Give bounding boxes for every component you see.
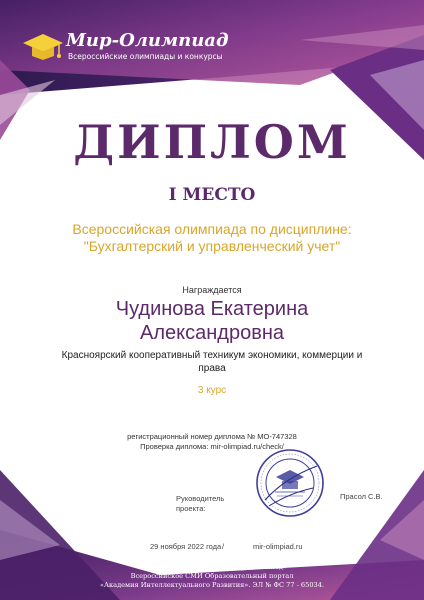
footer-line-1: "Организатор конкурсов «Мир Олимпиад» (137, 563, 287, 571)
recipient-name (20, 297, 404, 345)
place-heading: I МЕСТО (168, 185, 256, 205)
logo-title: Мир-Олимпиад (66, 30, 229, 51)
footer-line-2: Всероссийское СМИ Образовательный портал (130, 572, 294, 580)
project-leader-name: Прасол С.В. (340, 492, 383, 501)
logo-subtitle: Всероссийские олимпиады и конкурсы (68, 52, 223, 61)
project-leader-label: Руководитель проекта: (176, 494, 225, 513)
organization: Красноярский кооперативный техникум экономики, коммерции и права (61, 350, 363, 374)
registration-info (0, 432, 424, 452)
footer-line-3: «Академия Интеллектуального Развития». ЭЛ № ФС 77 - 65034. (99, 581, 324, 589)
awarded-label: Награждается (182, 285, 242, 295)
site-link[interactable]: mir-olimpiad.ru (253, 542, 303, 551)
recipient-name-line-1: Чудинова Екатерина (115, 298, 309, 320)
course: 3 курс (197, 385, 227, 396)
issue-date: 29 ноября 2022 года (150, 542, 222, 551)
footer-info (0, 563, 424, 590)
registration-number: регистрационный номер диплома № МО-747328 (127, 432, 297, 441)
site-logo[interactable] (22, 28, 282, 68)
olympiad-discipline (40, 221, 384, 255)
check-link[interactable]: Проверка диплома: mir-olimpiad.ru/check/ (140, 442, 284, 451)
graduation-cap-icon (22, 28, 64, 64)
recipient-name-line-2: Александровна (140, 322, 284, 344)
date-separator: / (222, 542, 225, 551)
stamp-seal-icon (255, 448, 325, 518)
olympiad-line-2: "Бухгалтерский и управленческий учет" (83, 238, 341, 254)
olympiad-line-1: Всероссийская олимпиада по дисциплине: (72, 221, 352, 237)
diploma-title: ДИПЛОМ (73, 115, 351, 169)
